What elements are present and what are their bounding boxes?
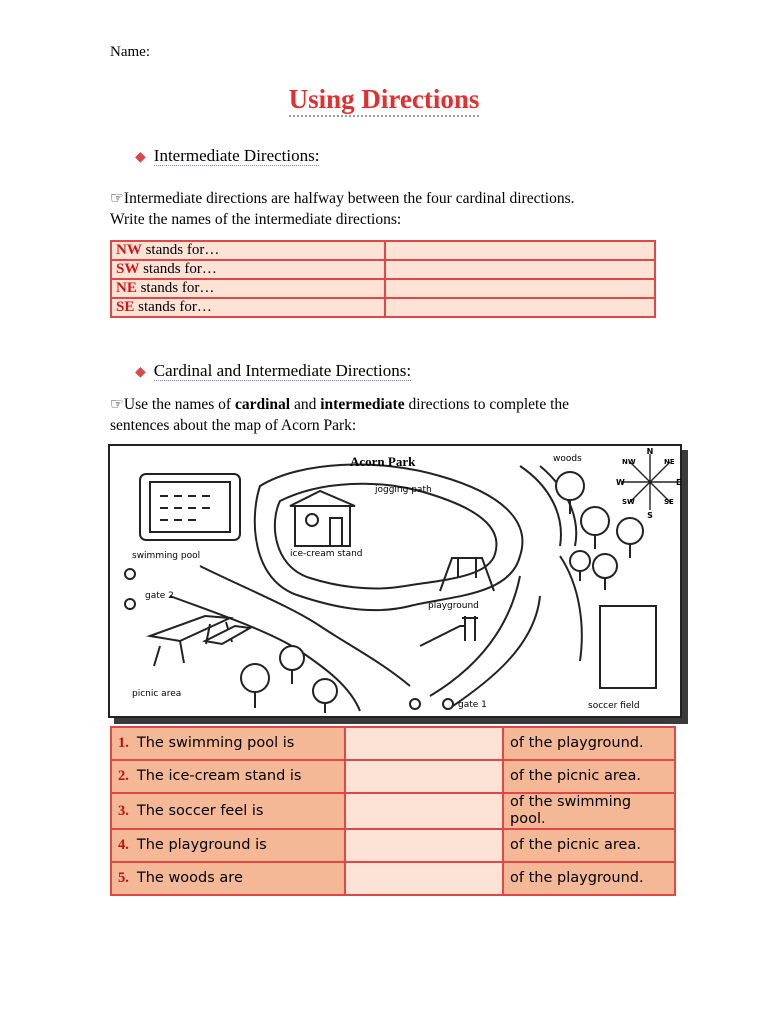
- table-row: SE stands for…: [111, 298, 655, 317]
- label-soccer-field: soccer field: [588, 701, 640, 711]
- name-label: Name:: [110, 44, 150, 60]
- answer-cell-se[interactable]: [385, 298, 655, 317]
- answer-cell-2[interactable]: [345, 760, 503, 793]
- table-row: 2. The ice-cream stand is of the picnic area.: [111, 760, 675, 793]
- compass-sw: SW: [622, 498, 635, 506]
- compass-nw: NW: [622, 458, 636, 466]
- table-row: 4. The playground is of the picnic area.: [111, 829, 675, 862]
- label-jogging-path: jogging path: [375, 485, 432, 495]
- label-playground: playground: [428, 601, 479, 611]
- section-heading-cardinal: ◆ Cardinal and Intermediate Directions:: [135, 361, 412, 380]
- table-row: 3. The soccer feel is of the swimming pool.: [111, 793, 675, 829]
- compass-s: S: [647, 511, 653, 520]
- answer-cell-3[interactable]: [345, 793, 503, 829]
- answer-cell-ne[interactable]: [385, 279, 655, 298]
- ice-cream-stand-drawing: [290, 491, 355, 546]
- answer-cell-5[interactable]: [345, 862, 503, 895]
- answer-cell-sw[interactable]: [385, 260, 655, 279]
- diamond-bullet-icon: ◆: [135, 365, 146, 380]
- acorn-park-map: [108, 444, 682, 718]
- intermediate-directions-table: [110, 240, 656, 318]
- swimming-pool-drawing: [140, 474, 240, 540]
- compass-w: W: [616, 478, 625, 487]
- table-row: SW stands for…: [111, 260, 655, 279]
- table-row: 5. The woods are of the playground.: [111, 862, 675, 895]
- soccer-field-drawing: [600, 606, 656, 688]
- pointing-hand-icon: ☞: [110, 396, 124, 413]
- table-row: NW stands for…: [111, 241, 655, 260]
- instruction-intermediate: ☞Intermediate directions are halfway between the four cardinal directions. Write the names of the intermediate directions:: [110, 190, 575, 228]
- answer-cell-nw[interactable]: [385, 241, 655, 260]
- compass-n: N: [646, 447, 654, 456]
- label-gate2: gate 2: [145, 591, 174, 601]
- compass-e: E: [676, 478, 682, 487]
- compass-ne: NE: [664, 458, 675, 466]
- answer-cell-4[interactable]: [345, 829, 503, 862]
- pointing-hand-icon: ☞: [110, 190, 124, 207]
- section-heading-intermediate: ◆ Intermediate Directions:: [135, 146, 320, 165]
- label-ice-cream-stand: ice-cream stand: [290, 549, 363, 559]
- jogging-path-lines: [170, 465, 582, 711]
- label-gate1: gate 1: [458, 700, 487, 710]
- table-row: 1. The swimming pool is of the playground.: [111, 727, 675, 760]
- map-title: Acorn Park: [350, 454, 416, 469]
- map-questions-table: [110, 726, 676, 896]
- compass-se: SE: [664, 498, 674, 506]
- picnic-table-drawing: [150, 616, 250, 666]
- label-picnic-area: picnic area: [132, 689, 182, 699]
- answer-cell-1[interactable]: [345, 727, 503, 760]
- label-woods: woods: [553, 454, 582, 464]
- diamond-bullet-icon: ◆: [135, 150, 146, 165]
- instruction-map: ☞Use the names of cardinal and intermediate directions to complete the sentences about the map of Acorn Park:: [110, 396, 570, 434]
- page-title: Using Directions: [0, 84, 768, 115]
- table-row: NE stands for…: [111, 279, 655, 298]
- label-swimming-pool: swimming pool: [132, 551, 201, 561]
